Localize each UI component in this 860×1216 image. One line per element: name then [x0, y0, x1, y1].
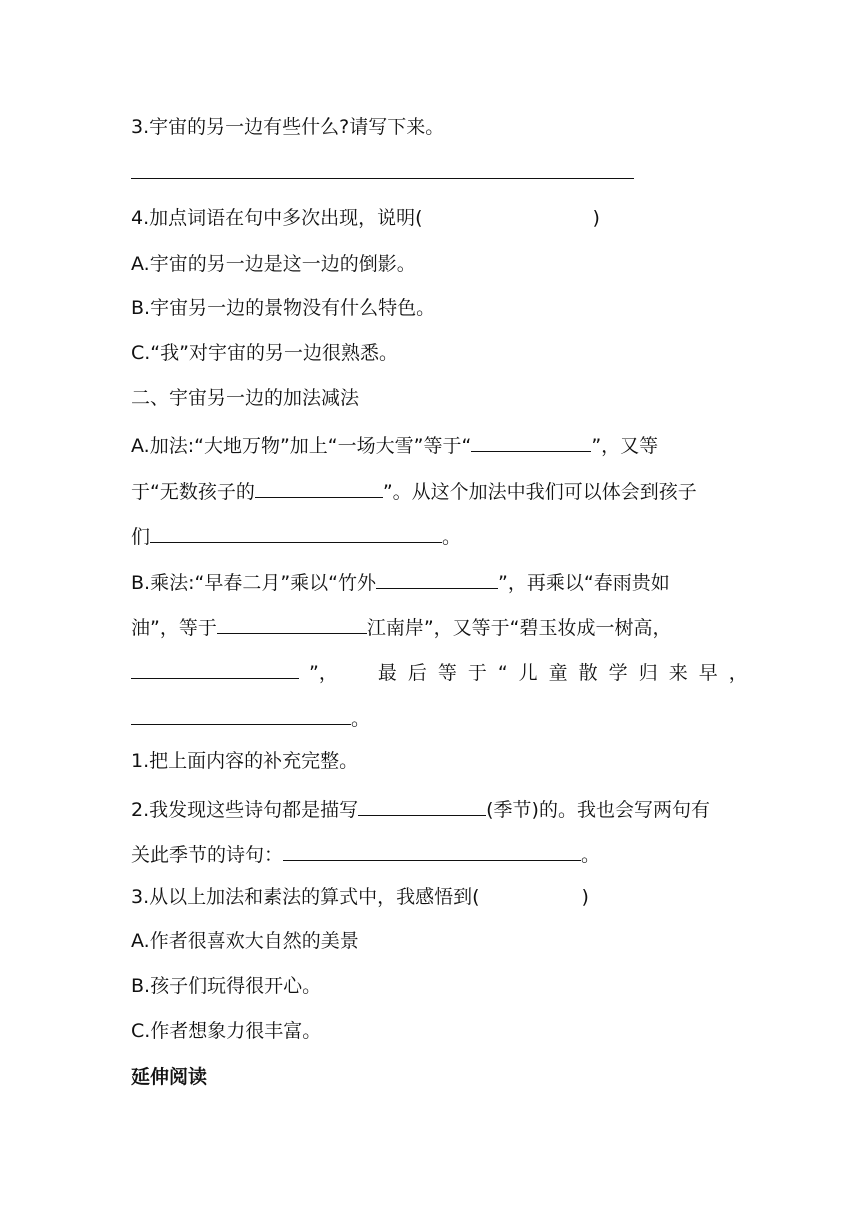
addition-text-2a: 于“无数孩子的: [131, 481, 255, 503]
multiply-text-1a: B.乘法:“早春二月”乘以“竹外: [131, 572, 377, 594]
task-3-option-b: B.孩子们玩得很开心。: [131, 975, 322, 997]
task-3-close-paren: ): [581, 886, 589, 908]
addition-text-2b: ”。从这个加法中我们可以体会到孩子: [382, 481, 697, 503]
question-4-line: [131, 204, 731, 232]
multiply-line-2: [131, 611, 731, 642]
multiply-line-3: [131, 656, 759, 687]
poem-blank[interactable]: [283, 838, 581, 861]
addition-line-2: [131, 475, 731, 506]
task-2-line-1: [131, 793, 731, 824]
task-2-line-2: [131, 838, 731, 869]
multiply-blank-4[interactable]: [131, 702, 351, 725]
multiply-blank-2[interactable]: [217, 611, 367, 634]
task-1: 1.把上面内容的补充完整。: [131, 750, 359, 772]
task-3-prompt: 3.从以上加法和素法的算式中，我感悟到(: [131, 886, 480, 908]
addition-blank-1[interactable]: [471, 429, 591, 452]
question-4-option-a: A.宇宙的另一边是这一边的倒影。: [131, 253, 416, 275]
task-2-text-b: (季节)的。我也会写两句有: [486, 799, 710, 821]
answer-line-q3[interactable]: [131, 178, 634, 179]
multiply-line-4: [131, 702, 731, 733]
section-2-title: 二、宇宙另一边的加法减法: [131, 387, 360, 409]
task-2-text-a: 2.我发现这些诗句都是描写: [131, 799, 359, 821]
extended-reading-heading: 延伸阅读: [131, 1066, 208, 1088]
multiply-text-2a: 油”，等于: [131, 617, 217, 639]
addition-text-1b: ”，又等: [591, 435, 659, 457]
question-3-prompt: 3.宇宙的另一边有些什么?请写下来。: [131, 116, 445, 138]
addition-text-3a: 们: [131, 526, 151, 548]
addition-text-1a: A.加法:“大地万物”加上“一场大雪”等于“: [131, 435, 472, 457]
task-3-option-a: A.作者很喜欢大自然的美景: [131, 930, 359, 952]
question-4-option-c: C.“我”对宇宙的另一边很熟悉。: [131, 342, 398, 364]
multiply-blank-3[interactable]: [131, 656, 299, 679]
task-3-option-c: C.作者想象力很丰富。: [131, 1020, 322, 1042]
season-blank[interactable]: [358, 793, 486, 816]
multiply-blank-1[interactable]: [376, 566, 498, 589]
addition-blank-2[interactable]: [255, 475, 383, 498]
multiply-text-2b: 江南岸”，又等于“碧玉妆成一树高，: [366, 617, 672, 639]
addition-line-1: [131, 429, 731, 460]
multiply-line-1: [131, 566, 731, 597]
multiply-text-3b: 最后等于“儿童散学归来早，: [377, 662, 759, 684]
multiply-text-1b: ”，再乘以“春雨贵如: [498, 572, 670, 594]
task-2-text-c: 关此季节的诗句：: [131, 844, 284, 866]
addition-blank-3[interactable]: [150, 520, 442, 543]
question-4-close-paren: ): [592, 207, 600, 229]
task-3-line: [131, 883, 731, 911]
question-4-option-b: B.宇宙另一边的景物没有什么特色。: [131, 297, 436, 319]
task-2-text-d: 。: [581, 844, 601, 866]
addition-text-3b: 。: [442, 526, 462, 548]
multiply-text-3a: ”，: [309, 662, 338, 684]
addition-line-3: [131, 520, 731, 551]
question-4-prompt: 4.加点词语在句中多次出现，说明(: [131, 207, 423, 229]
multiply-text-4b: 。: [351, 708, 371, 730]
